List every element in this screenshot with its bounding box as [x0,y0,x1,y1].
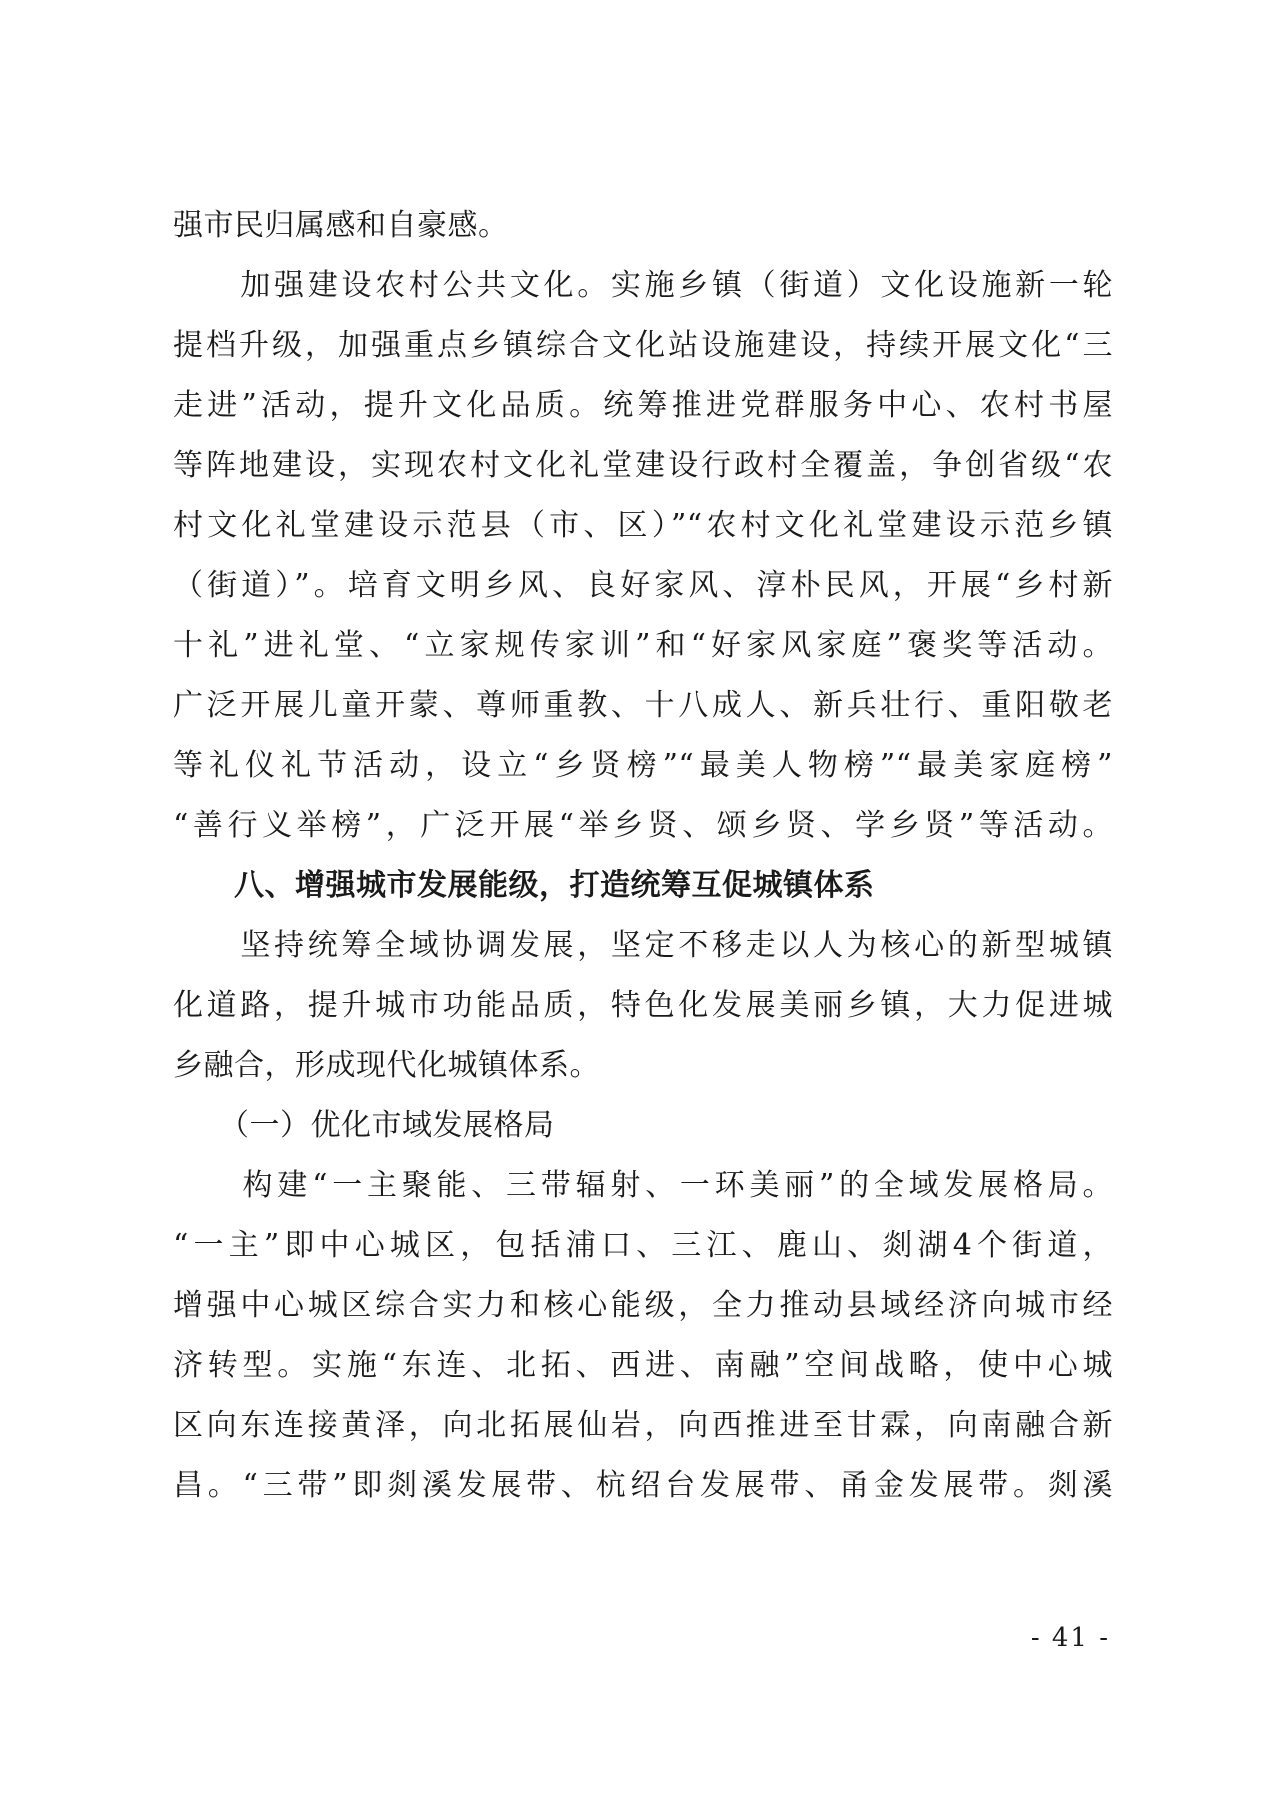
body-text-line: 构建“一主聚能、三带辐射、一环美丽”的全域发展格局。 [173,1168,1113,1203]
body-text-line: 区向东连接黄泽，向北拓展仙岩，向西推进至甘霖，向南融合新 [173,1408,1113,1443]
body-text-line: （街道）”。培育文明乡风、良好家风、淳朴民风，开展“乡村新 [173,568,1113,603]
body-text-line: 增强中心城区综合实力和核心能级，全力推动县域经济向城市经 [173,1288,1113,1323]
body-text-line: 化道路，提升城市功能品质，特色化发展美丽乡镇，大力促进城 [173,988,1113,1023]
body-text-line: 坚持统筹全域协调发展，坚定不移走以人为核心的新型城镇 [173,928,1113,963]
section-heading: 八、增强城市发展能级，打造统筹互促城镇体系 [173,868,875,903]
body-text-line: 强市民归属感和自豪感。 [173,208,509,243]
body-text-line: 等礼仪礼节活动，设立“乡贤榜”“最美人物榜”“最美家庭榜” [173,748,1113,783]
body-text-line: 村文化礼堂建设示范县（市、区）”“农村文化礼堂建设示范乡镇 [173,508,1113,543]
subsection-heading: （一）优化市域发展格局 [173,1108,555,1143]
body-text-line: 乡融合，形成现代化城镇体系。 [173,1048,600,1083]
body-text-line: 等阵地建设，实现农村文化礼堂建设行政村全覆盖，争创省级“农 [173,448,1113,483]
body-text-line: “一主”即中心城区，包括浦口、三江、鹿山、剡湖4个街道， [173,1228,1113,1263]
body-text-line: 济转型。实施“东连、北拓、西进、南融”空间战略，使中心城 [173,1348,1113,1383]
body-text-line: 提档升级，加强重点乡镇综合文化站设施建设，持续开展文化“三 [173,328,1113,363]
body-text-line: “善行义举榜”，广泛开展“举乡贤、颂乡贤、学乡贤”等活动。 [173,808,1113,843]
body-text-line: 走进”活动，提升文化品质。统筹推进党群服务中心、农村书屋 [173,388,1113,423]
body-text-line: 十礼”进礼堂、“立家规传家训”和“好家风家庭”褒奖等活动。 [173,628,1113,663]
body-text-line: 昌。“三带”即剡溪发展带、杭绍台发展带、甬金发展带。剡溪 [173,1468,1113,1503]
page-number: - 41 - [1030,1623,1110,1653]
body-text-line: 广泛开展儿童开蒙、尊师重教、十八成人、新兵壮行、重阳敬老 [173,688,1113,723]
body-text-line: 加强建设农村公共文化。实施乡镇（街道）文化设施新一轮 [173,268,1113,303]
